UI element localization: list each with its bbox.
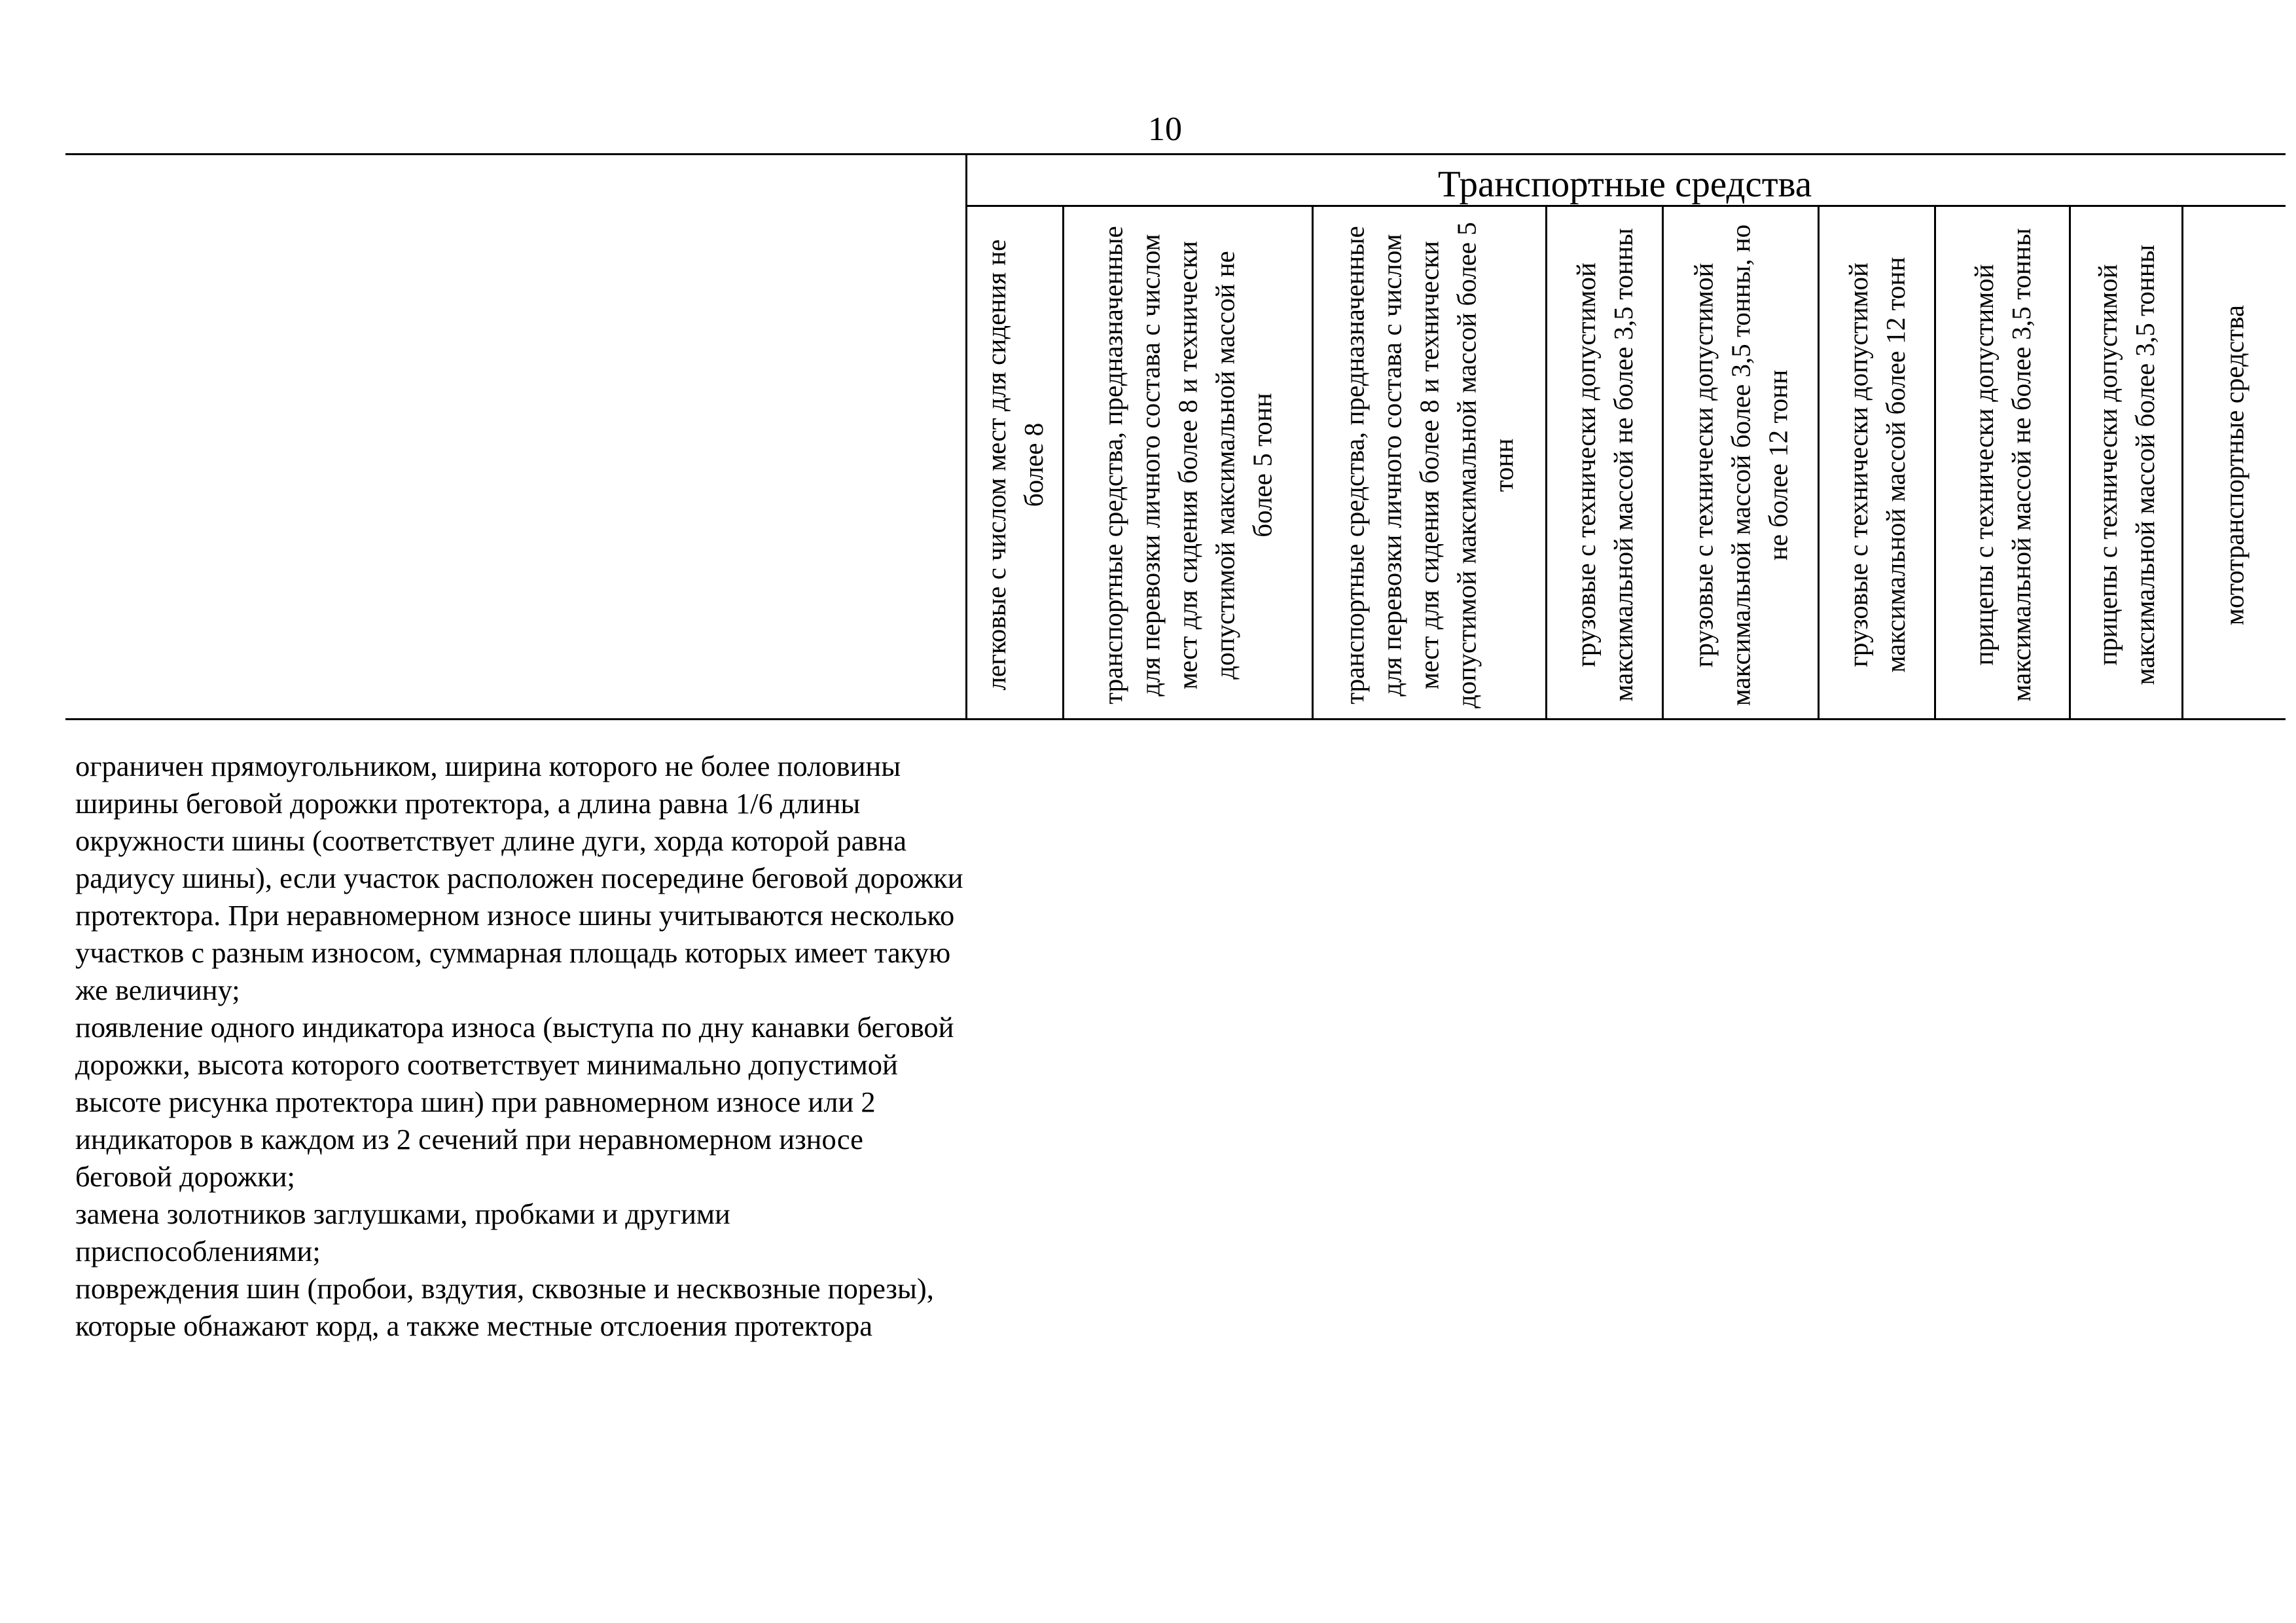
column-header-trucks-over-12t — [1820, 213, 1934, 717]
column-header-personnel-transport-up-to-5t — [1064, 213, 1312, 717]
table-group-header: Транспортные средства — [1437, 164, 1812, 205]
column-header-motorcycles — [2183, 213, 2286, 717]
page-number: 10 — [1148, 111, 1182, 148]
column-header-text: мототранспортные средства — [2219, 304, 2250, 625]
paragraph: ограничен прямоугольником, ширина которого не более половины ширины беговой дорожки протектора, а длина равна 1/6 длины окружности шины (соответствует длине дуги, хорда которой равна радиусу шины), если участок расположен посередине беговой дорожки протектора. При неравномерном износе шины учитываются несколько участков с разным износом, суммарная площадь которых имеет такую же величину; — [75, 750, 963, 1006]
column-header-passenger-cars — [967, 213, 1062, 717]
defect-description-text — [75, 748, 965, 1345]
column-header-trucks-up-to-3-5t — [1547, 213, 1662, 717]
column-header-text: легковые с числом мест для сидения не более 8 — [980, 239, 1049, 691]
paragraph: появление одного индикатора износа (выступа по дну канавки беговой дорожки, высота которого соответствует минимально допустимой высоте рисунка протектора шин) при равномерном износе или 2 индикаторов в каждом из 2 сечений при неравномерном износе беговой дорожки; — [75, 1011, 954, 1193]
paragraph: замена золотников заглушками, пробками и другими приспособлениями; — [75, 1197, 730, 1267]
column-header-text: прицепы с технически допустимой максимальной массой более 3,5 тонны — [2092, 244, 2160, 685]
table-bottom-rule — [65, 718, 2286, 720]
column-header-text: транспортные средства, предназначенные для перевозки личного состава с числом мест для сидения более 8 и технически допустимой максимальной массой не более 5 тонн — [1098, 225, 1278, 704]
paragraph: повреждения шин (пробои, вздутия, сквозные и несквозные порезы), которые обнажают корд, а также местные отслоения протектора — [75, 1272, 934, 1342]
column-header-text: грузовые с технически допустимой максимальной массой более 12 тонн — [1842, 257, 1910, 673]
column-header-personnel-transport-over-5t — [1314, 213, 1545, 717]
column-header-trucks-3-5t-to-12t — [1664, 213, 1818, 717]
column-header-text: грузовые с технически допустимой максимальной массой не более 3,5 тонны — [1570, 228, 1638, 702]
table-top-rule — [65, 153, 2286, 155]
column-header-text: прицепы с технически допустимой максимальной массой не более 3,5 тонны — [1968, 228, 2036, 702]
column-header-text: грузовые с технически допустимой максимальной массой более 3,5 тонны, но не более 12 тонн — [1688, 224, 1793, 706]
column-header-trailers-up-to-3-5t — [1936, 213, 2069, 717]
column-header-trailers-over-3-5t — [2071, 213, 2181, 717]
column-header-text: транспортные средства, предназначенные для перевозки личного состава с числом мест для сидения более 8 и технически допустимой максимальной массой более 5 тонн — [1339, 221, 1519, 708]
